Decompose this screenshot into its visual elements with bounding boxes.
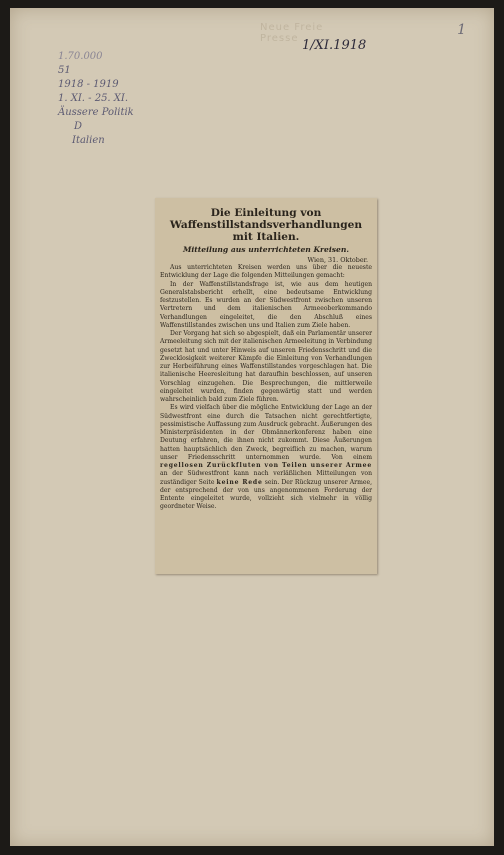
newspaper-clipping	[155, 198, 377, 574]
paragraph-tail-lead: Von einem	[331, 453, 372, 461]
article-subheadline: Mitteilung aus unterrichteten Kreisen.	[182, 245, 350, 254]
article-paragraph: In der Waffenstillstandsfrage ist, wie aus dem heutigen Generalstabsbericht erhellt, eine bedeutsame Entwicklung festzustellen. Es wurden an der Südwestfront zwischen unseren Vertretern und dem italienischen Armeeoberkommando Verhandlungen eingeleitet, die den Abschluß eines Waffenstillstandes zwischen uns und Italien zum Ziele haben.	[160, 280, 372, 329]
margin-note-3: 1918 - 1919	[58, 79, 119, 90]
page-number: 1	[457, 22, 466, 38]
handwritten-date: 1/XI.1918	[302, 38, 367, 53]
article-dateline: Wien, 31. Oktober.	[307, 256, 368, 264]
article-paragraph: Aus unterrichteten Kreisen werden uns über die neueste Entwicklung der Lage die folgenden Mitteilungen gemacht:	[160, 264, 372, 280]
article-paragraph	[160, 404, 372, 511]
margin-note-6: D	[74, 121, 83, 132]
margin-note-2: 51	[58, 65, 71, 76]
margin-note-4: 1. XI. - 25. XI.	[58, 93, 129, 104]
archive-sheet	[10, 8, 494, 846]
paragraph-tail-mid: an der Südwestfront kann nach verläßlichen Mitteilungen von zuständiger Seite	[160, 470, 372, 486]
article-headline: Die Einleitung von Waffenstillstandsverhandlungen mit Italien.	[169, 207, 363, 243]
margin-note-7: Italien	[72, 135, 105, 146]
article-paragraph: Der Vorgang hat sich so abgespielt, daß ein Parlamentär unserer Armeeleitung sich mit der italienischen Armeeleitung in Verbindung gesetzt hat und unter Hinweis auf unseren Friedensschritt und die Zwecklosigkeit weiterer Kämpfe die Einleitung von Verhandlungen zur Herbeiführung eines Waffenstillstandes vorgeschlagen hat. Die italienische Heeresleitung hat daraufhin beschlossen, auf unseren Vorschlag einzugehen. Die Besprechungen, die mittlerweile eingeleitet wurden, finden gegenwärtig statt und werden wahrscheinlich bald zum Ziele führen.	[160, 330, 372, 403]
margin-notes	[58, 50, 178, 148]
emphasis-text: keine Rede	[216, 478, 263, 486]
margin-note-1: 1.70.000	[58, 51, 103, 62]
margin-note-5: Äussere Politik	[58, 107, 134, 118]
paragraph-body: Es wird vielfach über die mögliche Entwicklung der Lage an der Südwestfront eine durch die Tatsachen nicht gerechtfertigte, pessimistische Auffassung zum Ausdruck gebracht. Äußerungen des Ministerpräsidenten in der Obmännerkonferenz haben eine Deutung erfahren, die ihnen nicht zukommt. Diese Äußerungen hatten hauptsächlich den Zweck, begreiflich zu machen, warum unser Friedensschritt unternommen wurde.	[160, 404, 372, 461]
newspaper-stamp: Neue Freie Presse	[260, 22, 324, 44]
emphasis-text: regellosen Zurückfluten von Teilen unserer Armee	[160, 462, 372, 469]
paragraph-tail-end: sein. Der Rückzug unserer Armee, der entsprechend der von uns angenommenen Forderung der Entente eingeleitet wurde, vollzieht sich vielmehr in völlig geordneter Weise.	[160, 478, 373, 511]
